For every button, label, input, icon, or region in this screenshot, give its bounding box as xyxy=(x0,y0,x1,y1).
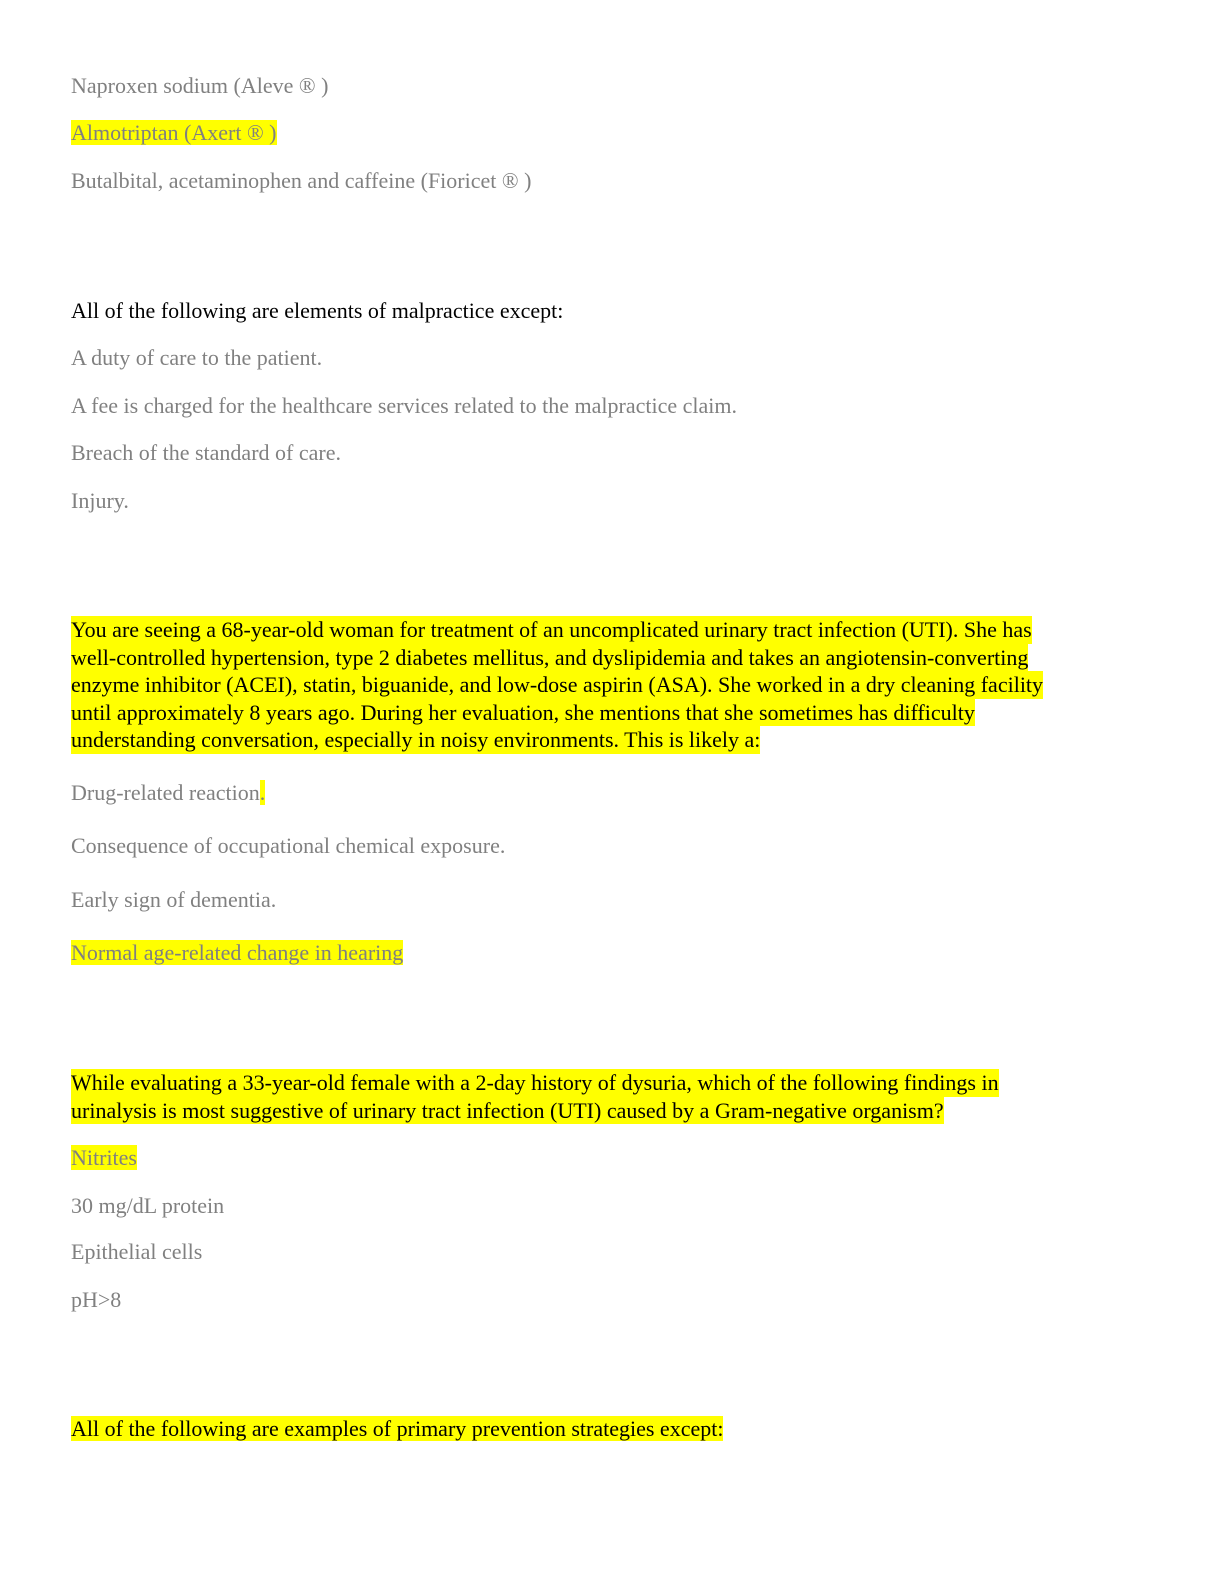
option-text: Injury. xyxy=(71,488,129,513)
option-text: A duty of care to the patient. xyxy=(71,345,323,370)
option-fee-charged xyxy=(71,392,737,419)
question-line: enzyme inhibitor (ACEI), statin, biguanide, and low-dose aspirin (ASA). She worked in a dry cleaning facility xyxy=(71,672,1044,697)
option-text: Almotriptan (Axert ® ) xyxy=(71,120,277,145)
question-text: All of the following are elements of malpractice except: xyxy=(71,298,564,323)
question-line: understanding conversation, especially in noisy environments. This is likely a: xyxy=(71,727,761,752)
question-line: well-controlled hypertension, type 2 diabetes mellitus, and dyslipidemia and takes an angiotensin-converting xyxy=(71,644,1029,670)
option-text: Breach of the standard of care. xyxy=(71,440,341,465)
option-text: A fee is charged for the healthcare services related to the malpractice claim. xyxy=(71,393,737,418)
option-ph xyxy=(71,1286,121,1313)
option-epithelial-cells xyxy=(71,1238,202,1265)
option-text: Drug-related reaction xyxy=(71,780,260,805)
option-drug-related-reaction xyxy=(71,779,265,806)
option-text: Consequence of occupational chemical exposure. xyxy=(71,833,506,858)
option-nitrites-highlighted xyxy=(71,1144,137,1171)
option-breach xyxy=(71,439,341,466)
question-hearing-stem xyxy=(71,616,1043,754)
option-fioricet xyxy=(71,167,531,194)
question-prevention-stem xyxy=(71,1415,723,1442)
option-early-dementia xyxy=(71,886,276,913)
question-line: While evaluating a 33-year-old female with a 2-day history of dysuria, which of the following findings in xyxy=(71,1070,999,1095)
highlight-mark: . xyxy=(259,780,266,805)
option-text: Normal age-related change in hearing xyxy=(71,940,404,965)
question-line: until approximately 8 years ago. During her evaluation, she mentions that she sometimes has difficulty xyxy=(71,699,975,725)
question-line: urinalysis is most suggestive of urinary tract infection (UTI) caused by a Gram-negative organism? xyxy=(71,1097,944,1123)
option-text: Nitrites xyxy=(71,1145,137,1170)
question-uti-stem xyxy=(71,1069,999,1124)
option-protein xyxy=(71,1192,224,1219)
option-text: 30 mg/dL protein xyxy=(71,1193,225,1218)
option-text: Naproxen sodium (Aleve ® ) xyxy=(71,73,329,98)
option-normal-age-related-highlighted xyxy=(71,939,403,966)
option-duty-of-care xyxy=(71,344,322,371)
option-text: Epithelial cells xyxy=(71,1239,203,1264)
option-occupational-exposure xyxy=(71,832,505,859)
option-text: Butalbital, acetaminophen and caffeine (Fioricet ® ) xyxy=(71,168,532,193)
question-text: All of the following are examples of primary prevention strategies except: xyxy=(71,1416,724,1441)
option-naproxen xyxy=(71,72,328,99)
question-malpractice-stem xyxy=(71,297,563,324)
option-injury xyxy=(71,487,129,514)
option-almotriptan-highlighted xyxy=(71,119,277,146)
option-text: Early sign of dementia. xyxy=(71,887,277,912)
option-text: pH>8 xyxy=(71,1287,122,1312)
question-line: You are seeing a 68-year-old woman for treatment of an uncomplicated urinary tract infection (UTI). She has xyxy=(71,617,1032,642)
